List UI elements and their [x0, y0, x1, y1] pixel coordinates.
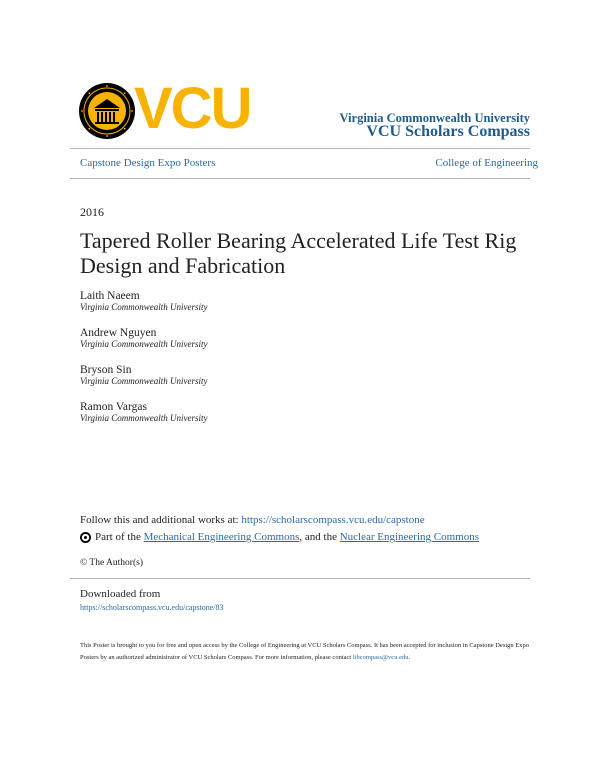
part-of-middle: , and the: [299, 531, 340, 543]
network-commons-icon: [80, 532, 91, 543]
university-name[interactable]: Virginia Commonwealth University: [339, 111, 530, 125]
author-affiliation: Virginia Commonwealth University: [80, 339, 208, 349]
author-name: Andrew Nguyen: [80, 327, 157, 339]
author-affiliation: Virginia Commonwealth University: [80, 376, 208, 386]
publication-year: 2016: [80, 205, 104, 219]
author-name: Laith Naeem: [80, 290, 140, 302]
mechanical-engineering-commons-link[interactable]: Mechanical Engineering Commons: [143, 531, 300, 543]
downloaded-from-label: Downloaded from: [80, 588, 161, 600]
author-affiliation: Virginia Commonwealth University: [80, 413, 208, 423]
contact-email-link[interactable]: libcompass@vcu.edu: [352, 654, 409, 661]
nuclear-engineering-commons-link[interactable]: Nuclear Engineering Commons: [339, 531, 480, 543]
download-divider: [70, 578, 530, 579]
download-url-link[interactable]: https://scholarscompass.vcu.edu/capstone/83: [80, 603, 224, 612]
copyright-notice: © The Author(s): [80, 558, 143, 568]
follow-url-link[interactable]: https://scholarscompass.vcu.edu/capstone: [241, 514, 425, 526]
part-of-line: [80, 531, 479, 543]
vcu-seal-icon: [78, 82, 136, 140]
footer-text: This Poster is brought to you for free and open access by the College of Engineering at VCU Scholars Compass. It has been accepted for inclusion in Capstone Design Expo Posters by an authorized administrator of VCU Scholars Compass. For more information, please contact: [80, 642, 530, 661]
author-block: [80, 401, 208, 423]
author-name: Ramon Vargas: [80, 401, 147, 413]
document-title: Tapered Roller Bearing Accelerated Life Test Rig Design and Fabrication: [80, 228, 517, 278]
follow-line: [80, 514, 425, 526]
author-affiliation: Virginia Commonwealth University: [80, 302, 208, 312]
author-block: [80, 327, 208, 349]
repository-name[interactable]: VCU Scholars Compass: [366, 123, 530, 140]
footer-text-end: .: [408, 654, 411, 661]
collection-link[interactable]: Capstone Design Expo Posters: [80, 157, 216, 169]
footer-notice: [80, 640, 540, 664]
follow-prefix: Follow this and additional works at:: [80, 514, 242, 526]
part-of-prefix: Part of the: [95, 531, 144, 543]
header-divider: [70, 148, 530, 149]
nav-divider: [70, 178, 530, 179]
author-name: Bryson Sin: [80, 364, 132, 376]
college-link[interactable]: College of Engineering: [435, 157, 538, 169]
vcu-logo: [78, 76, 264, 141]
vcu-wordmark: VCU: [134, 76, 251, 141]
author-block: [80, 290, 208, 312]
author-block: [80, 364, 208, 386]
